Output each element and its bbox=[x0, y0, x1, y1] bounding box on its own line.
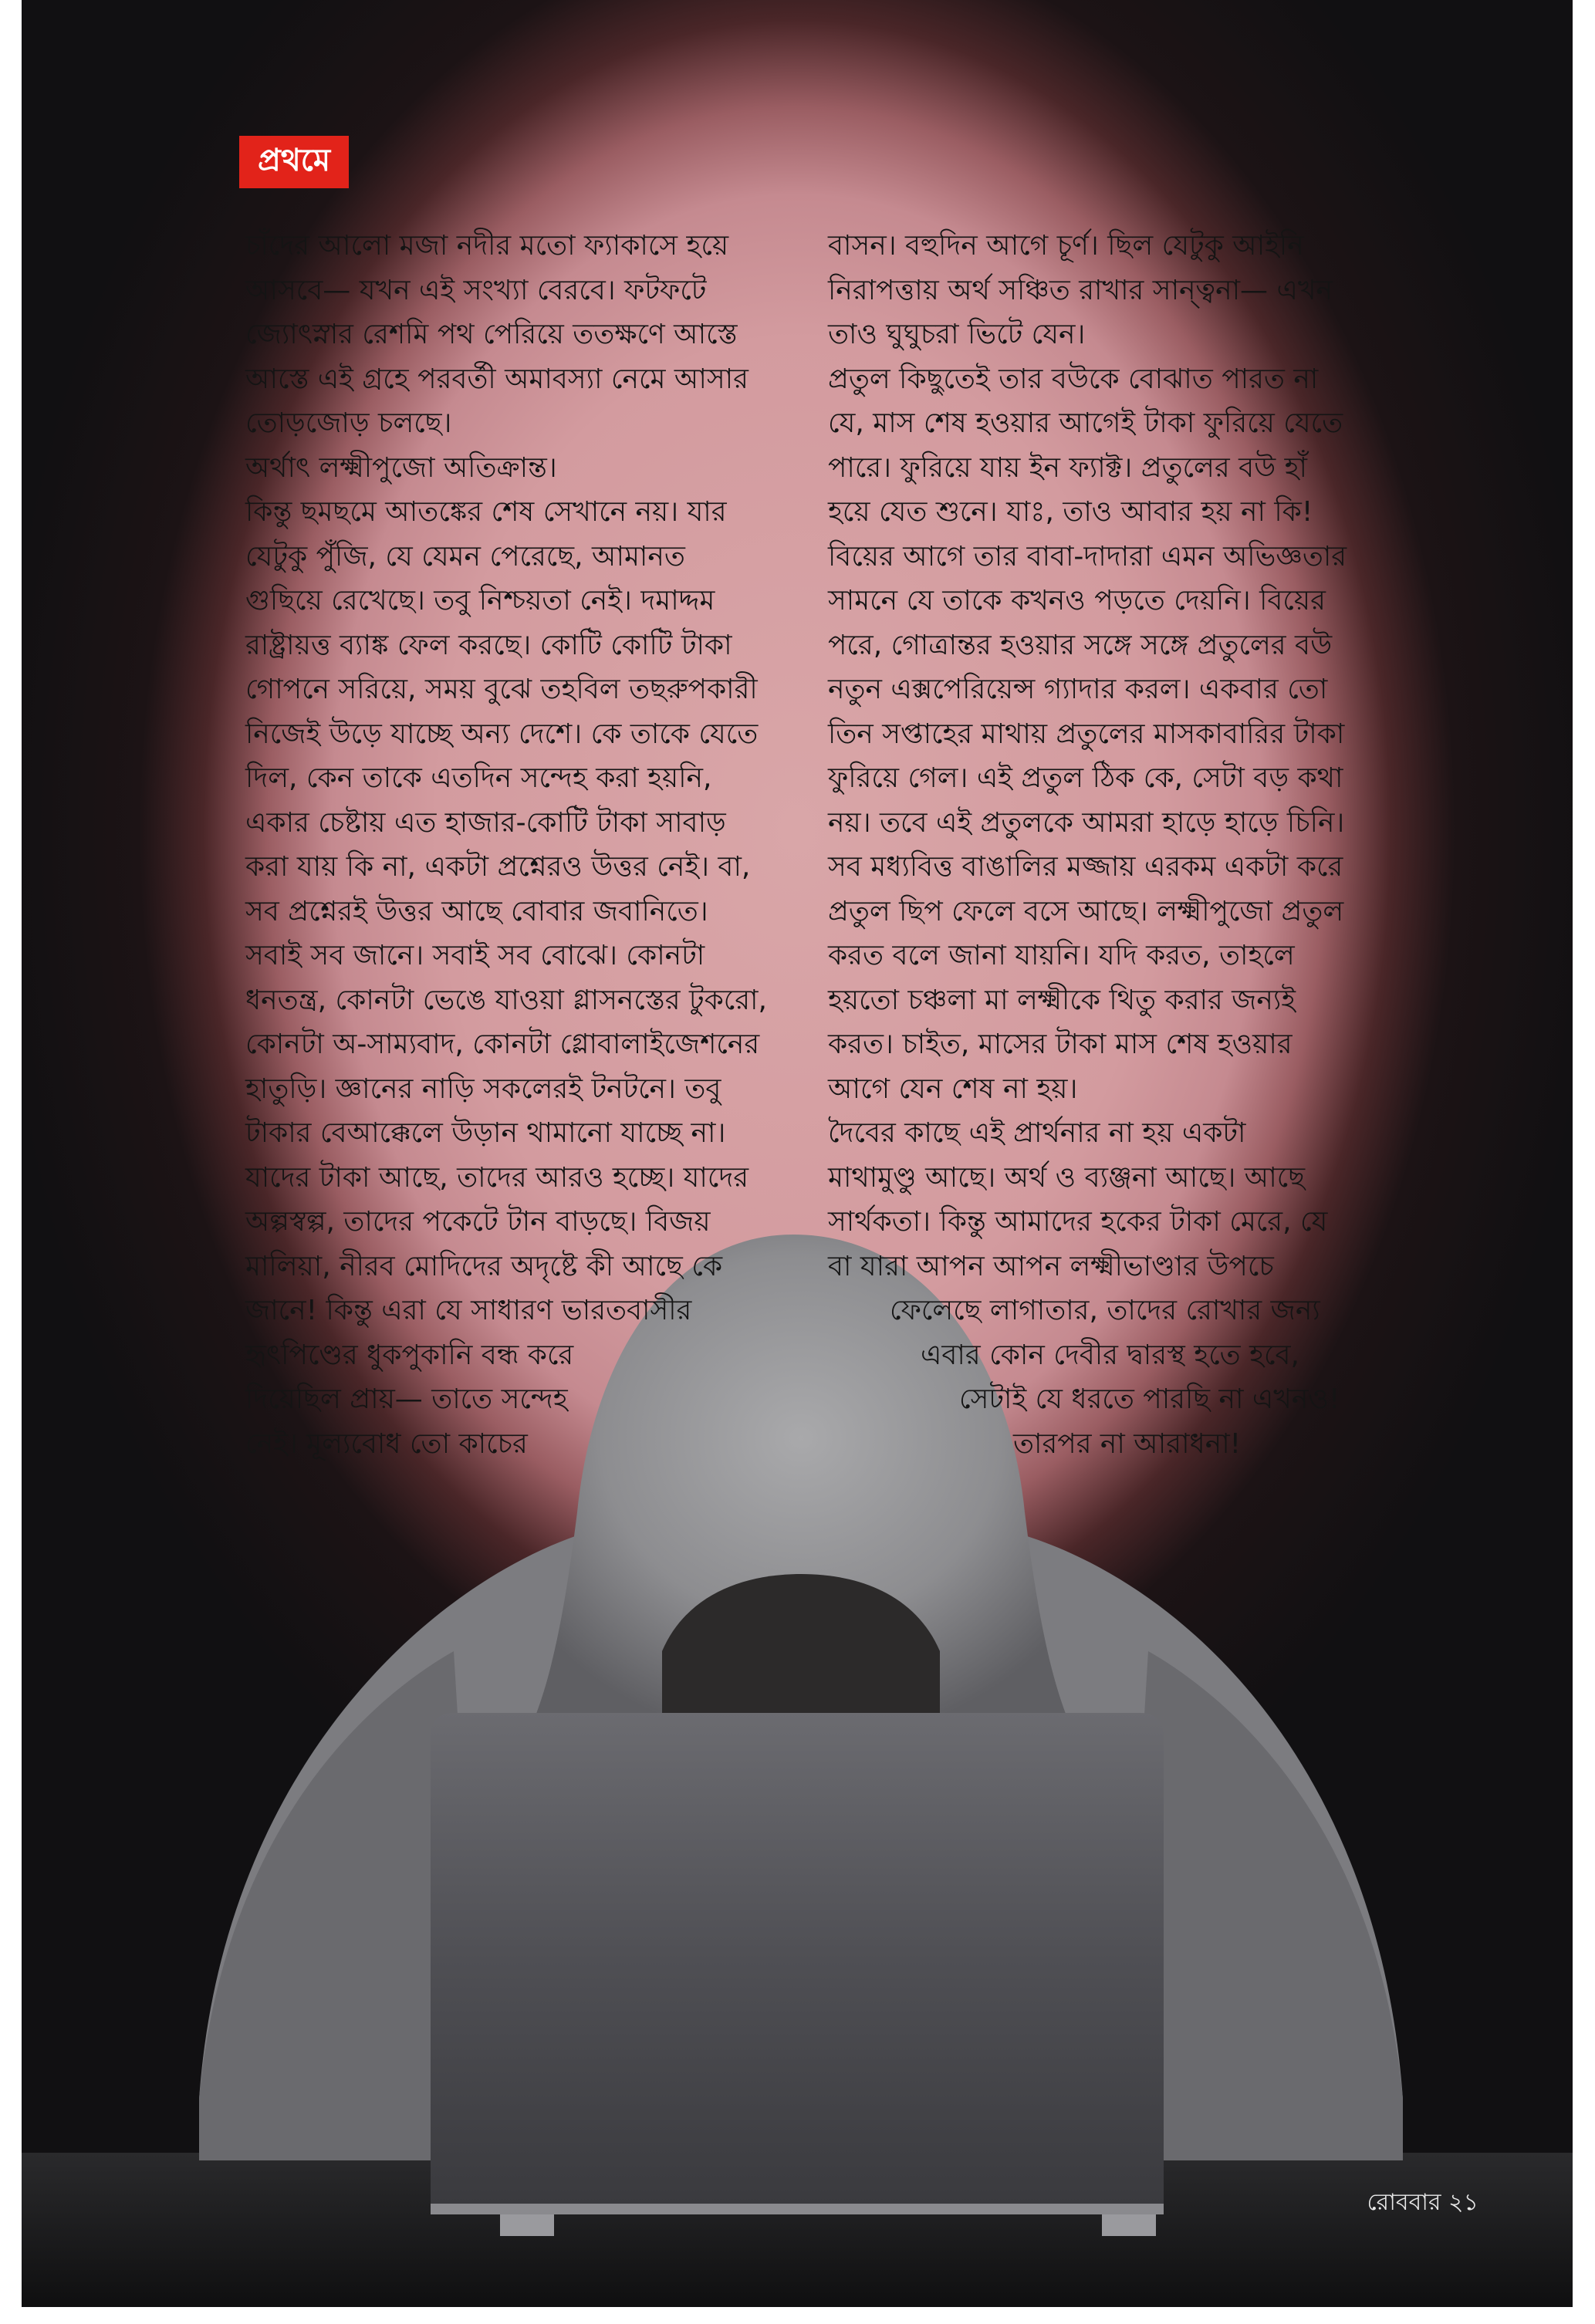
article-line: সব প্রশ্নেরই উত্তর আছে বোবার জবানিতে। bbox=[245, 895, 708, 927]
article-column-left bbox=[245, 224, 767, 1466]
article-line: আস্তে এই গ্রহে পরবর্তী অমাবস্যা নেমে আসার bbox=[245, 363, 749, 395]
article-line: চাঁদের আলো মজা নদীর মতো ফ্যাকাসে হয়ে bbox=[245, 230, 729, 262]
article-line: দিল, কেন তাকে এতদিন সন্দেহ করা হয়নি, bbox=[245, 762, 712, 794]
article-line: যে, মাস শেষ হওয়ার আগেই টাকা ফুরিয়ে যেতে bbox=[828, 407, 1343, 439]
article-line: বাসন। বহুদিন আগে চূর্ণ। ছিল যেটুকু আইনি bbox=[828, 230, 1304, 262]
article-line: অল্পস্বল্প, তাদের পকেটে টান বাড়ছে। বিজয় bbox=[245, 1206, 711, 1238]
article-line: করত বলে জানা যায়নি। যদি করত, তাহলে bbox=[828, 940, 1295, 971]
article-line: জানে! কিন্তু এরা যে সাধারণ ভারতবাসীর bbox=[245, 1295, 692, 1326]
article-line: প্রতুল ছিপ ফেলে বসে আছে। লক্ষ্মীপুজো প্রতুল bbox=[828, 895, 1344, 927]
article-line: হয়তো চঞ্চলা মা লক্ষ্মীকে থিতু করার জন্যই bbox=[828, 984, 1296, 1016]
article-line: সামনে যে তাকে কখনও পড়তে দেয়নি। বিয়ের bbox=[828, 585, 1326, 616]
article-line: হাতুড়ি। জ্ঞানের নাড়ি সকলেরই টনটনে। তবু bbox=[245, 1072, 721, 1105]
article-line: হৃৎপিণ্ডের ধুকপুকানি বন্ধ করে bbox=[245, 1339, 574, 1371]
article-line: জ্যোৎস্নার রেশমি পথ পেরিয়ে ততক্ষণে আস্তে bbox=[245, 319, 738, 350]
article-line: তারপর না আরাধনা! bbox=[1013, 1427, 1242, 1460]
article-line: প্রতুল কিছুতেই তার বউকে বোঝাত পারত না bbox=[828, 363, 1319, 395]
article-line: বা যারা আপন আপন লক্ষ্মীভাণ্ডার উপচে bbox=[828, 1250, 1274, 1282]
article-line: নিরাপত্তায় অর্থ সঞ্চিত রাখার সান্ত্বনা— এখন bbox=[828, 274, 1333, 306]
article-line: সব মধ্যবিত্ত বাঙালির মজ্জায় এরকম একটা করে bbox=[828, 851, 1343, 883]
article-line: সার্থকতা। কিন্তু আমাদের হকের টাকা মেরে, যে bbox=[828, 1206, 1328, 1238]
article-line: টাকার বেআক্কেলে উড়ান থামানো যাচ্ছে না। bbox=[245, 1117, 726, 1149]
article-line: অর্থাৎ লক্ষ্মীপুজো অতিক্রান্ত। bbox=[245, 451, 557, 484]
article-line: গুছিয়ে রেখেছে। তবু নিশ্চয়তা নেই। দমাদ্দম bbox=[245, 585, 715, 616]
article-line: করা যায় কি না, একটা প্রশ্নেরও উত্তর নেই। বা, bbox=[245, 851, 751, 883]
article-line: সেটাই যে ধরতে পারছি না এখনও! bbox=[959, 1383, 1340, 1415]
article-line: নিজেই উড়ে যাচ্ছে অন্য দেশে। কে তাকে যেতে bbox=[245, 718, 759, 750]
section-tag: প্রথমে bbox=[239, 136, 349, 188]
article-line: একার চেষ্টায় এত হাজার-কোটি টাকা সাবাড় bbox=[245, 806, 726, 839]
article-line: সবাই সব জানে। সবাই সব বোঝে। কোনটা bbox=[245, 940, 705, 971]
article-line: ধনতন্ত্র, কোনটা ভেঙে যাওয়া গ্লাসনস্তের টুকরো, bbox=[245, 984, 767, 1016]
page-footer: রোববার ২১ bbox=[1367, 2189, 1478, 2216]
article-line: গোপনে সরিয়ে, সময় বুঝে তহবিল তছরুপকারী bbox=[245, 674, 758, 705]
article-line: নতুন এক্সপেরিয়েন্স গ্যাদার করল। একবার তো bbox=[828, 674, 1328, 705]
article-line: পারে। ফুরিয়ে যায় ইন ফ্যাক্ট। প্রতুলের বউ হাঁ bbox=[828, 451, 1307, 484]
article-line: কিন্তু ছমছমে আতঙ্কের শেষ সেখানে নয়। যার bbox=[245, 496, 727, 528]
article-line: করত। চাইত, মাসের টাকা মাস শেষ হওয়ার bbox=[828, 1029, 1293, 1060]
article-line: আসবে— যখন এই সংখ্যা বেরবে। ফটফটে bbox=[245, 274, 707, 306]
article-line: তিন সপ্তাহের মাথায় প্রতুলের মাসকাবারির টাকা bbox=[828, 718, 1345, 750]
article-line: রাষ্ট্রায়ত্ত ব্যাঙ্ক ফেল করছে। কোটি কোটি টাকা bbox=[245, 629, 732, 661]
article-line: নেই। মূল্যবোধ তো কাচের bbox=[245, 1427, 528, 1460]
article-line: হয়ে যেত শুনে। যাঃ, তাও আবার হয় না কি! bbox=[828, 496, 1313, 528]
article-line: কোনটা অ-সাম্যবাদ, কোনটা গ্লোবালাইজেশনের bbox=[245, 1029, 760, 1060]
magazine-page bbox=[22, 0, 1573, 2307]
article-line: এবার কোন দেবীর দ্বারস্থ হতে হবে, bbox=[921, 1339, 1299, 1371]
article-line: যেটুকু পুঁজি, যে যেমন পেরেছে, আমানত bbox=[245, 540, 685, 573]
article-line: মালিয়া, নীরব মোদিদের অদৃষ্টে কী আছে কে bbox=[245, 1250, 723, 1282]
article-line: যাদের টাকা আছে, তাদের আরও হচ্ছে। যাদের bbox=[245, 1161, 749, 1194]
article-line: দৈবের কাছে এই প্রার্থনার না হয় একটা bbox=[828, 1117, 1246, 1149]
article-line: তাও ঘুঘুচরা ভিটে যেন। bbox=[828, 319, 1086, 350]
article-line: বিয়ের আগে তার বাবা-দাদারা এমন অভিজ্ঞতার bbox=[828, 540, 1347, 573]
article-line: ফুরিয়ে গেল। এই প্রতুল ঠিক কে, সেটা বড় কথা bbox=[828, 762, 1343, 794]
article-line: নয়। তবে এই প্রতুলকে আমরা হাড়ে হাড়ে চিনি। bbox=[828, 806, 1345, 839]
article-line: পরে, গোত্রান্তর হওয়ার সঙ্গে সঙ্গে প্রতুলের বউ bbox=[828, 629, 1333, 661]
article-line: আগে যেন শেষ না হয়। bbox=[828, 1072, 1078, 1105]
article-line: দিয়েছিল প্রায়— তাতে সন্দেহ bbox=[245, 1383, 568, 1415]
article-line: তোড়জোড় চলছে। bbox=[245, 407, 452, 439]
article-column-right bbox=[828, 224, 1347, 1466]
article-line: মাথামুণ্ডু আছে। অর্থ ও ব্যঞ্জনা আছে। আছে bbox=[828, 1161, 1306, 1194]
article-line: ফেলেছে লাগাতার, তাদের রোখার জন্য bbox=[890, 1295, 1320, 1326]
